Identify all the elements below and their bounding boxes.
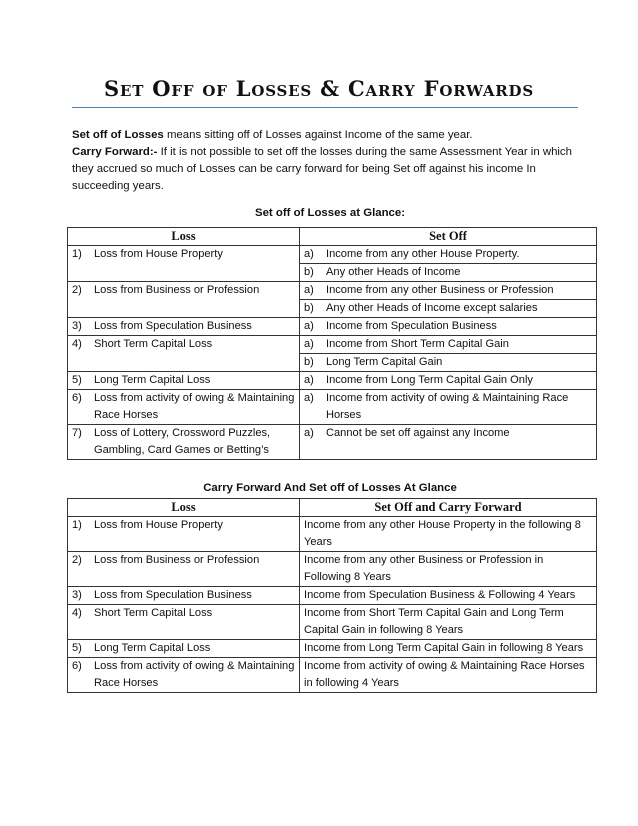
set-off-cell <box>300 336 597 354</box>
set-off-item <box>304 264 592 281</box>
carry-forward-term: Carry Forward:- <box>72 146 158 158</box>
table-row <box>68 318 597 336</box>
table-row <box>68 640 597 658</box>
item-number: 6) <box>72 392 82 404</box>
loss-cell <box>68 605 300 640</box>
item-number: 3) <box>72 589 82 601</box>
item-number: a) <box>304 374 314 386</box>
loss-cell <box>68 390 300 425</box>
item-number: a) <box>304 284 314 296</box>
table-row <box>68 390 597 425</box>
item-number: a) <box>304 338 314 350</box>
set-off-cell <box>300 300 597 318</box>
loss-cell <box>68 658 300 693</box>
item-text: Income from Speculation Business <box>326 320 497 332</box>
carry-forward-table <box>67 498 597 693</box>
item-number: 6) <box>72 660 82 672</box>
set-off-item <box>304 282 592 299</box>
item-number: 2) <box>72 554 82 566</box>
set-off-term: Set off of Losses <box>72 129 164 141</box>
table-row <box>68 658 597 693</box>
loss-item <box>72 246 295 263</box>
set-off-carry-forward-cell: Income from any other House Property in the following 8 Years <box>300 517 597 552</box>
loss-cell <box>68 425 300 460</box>
column-header-set-off-carry-forward: Set Off and Carry Forward <box>300 499 597 517</box>
set-off-carry-forward-cell: Income from any other Business or Profession in Following 8 Years <box>300 552 597 587</box>
loss-item <box>72 425 295 459</box>
loss-cell <box>68 246 300 264</box>
intro-paragraph <box>72 127 588 195</box>
item-text: Income from activity of owing & Maintaining Race Horses <box>326 392 569 421</box>
set-off-cell <box>300 354 597 372</box>
loss-item <box>72 372 295 389</box>
table-row <box>68 282 597 300</box>
loss-cell <box>68 336 300 354</box>
set-off-item <box>304 354 592 371</box>
loss-cell <box>68 552 300 587</box>
loss-cell <box>68 264 300 282</box>
item-number: 5) <box>72 642 82 654</box>
item-number: 4) <box>72 338 82 350</box>
loss-item <box>72 390 295 424</box>
loss-item <box>72 336 295 353</box>
set-off-cell <box>300 246 597 264</box>
table-row <box>68 246 597 264</box>
item-number: a) <box>304 248 314 260</box>
set-off-cell <box>300 318 597 336</box>
loss-item <box>72 605 295 622</box>
item-text: Loss from activity of owing & Maintaining Race Horses <box>94 660 295 689</box>
loss-cell <box>68 640 300 658</box>
item-text: Loss from House Property <box>94 519 223 531</box>
loss-cell <box>68 354 300 372</box>
item-text: Cannot be set off against any Income <box>326 427 510 439</box>
table1-caption: Set off of Losses at Glance: <box>254 207 405 219</box>
set-off-cell <box>300 282 597 300</box>
loss-cell <box>68 300 300 318</box>
column-header-loss: Loss <box>68 228 300 246</box>
set-off-item <box>304 372 592 389</box>
carry-forward-definition: If it is not possible to set off the losses during the same Assessment Year in which they accrued so much of Losses can be carry forward for being Set off against his income In succeeding years. <box>72 146 572 192</box>
item-number: 7) <box>72 427 82 439</box>
item-text: Loss from Business or Profession <box>94 284 260 296</box>
set-off-cell <box>300 390 597 425</box>
loss-item <box>72 517 295 534</box>
title-underline <box>72 107 578 108</box>
table-row <box>68 587 597 605</box>
item-text: Long Term Capital Loss <box>94 642 211 654</box>
table-row <box>68 336 597 354</box>
set-off-definition: means sitting off of Losses against Income of the same year. <box>163 129 473 141</box>
item-text: Loss from House Property <box>94 248 223 260</box>
item-text: Income from any other House Property. <box>326 248 520 260</box>
table-row <box>68 300 597 318</box>
loss-item <box>72 282 295 299</box>
item-number: a) <box>304 392 314 404</box>
item-number: b) <box>304 356 314 368</box>
table-header-row <box>68 499 597 517</box>
item-text: Long Term Capital Gain <box>326 356 443 368</box>
item-text: Income from Short Term Capital Gain <box>326 338 509 350</box>
set-off-item <box>304 336 592 353</box>
item-text: Income from any other Business or Profession <box>326 284 554 296</box>
set-off-carry-forward-cell: Income from Speculation Business & Following 4 Years <box>300 587 597 605</box>
page-title: Set Off of Losses & Carry Forwards <box>104 76 534 101</box>
item-text: Short Term Capital Loss <box>94 607 213 619</box>
table-row <box>68 264 597 282</box>
loss-cell <box>68 282 300 300</box>
table2-caption: Carry Forward And Set off of Losses At Glance <box>203 482 457 494</box>
set-off-carry-forward-cell: Income from activity of owing & Maintaining Race Horses in following 4 Years <box>300 658 597 693</box>
item-text: Short Term Capital Loss <box>94 338 213 350</box>
loss-item <box>72 318 295 335</box>
table-row <box>68 552 597 587</box>
set-off-cell <box>300 264 597 282</box>
item-number: 1) <box>72 248 82 260</box>
table-row <box>68 605 597 640</box>
table-row <box>68 354 597 372</box>
item-number: a) <box>304 320 314 332</box>
item-number: 4) <box>72 607 82 619</box>
table-row <box>68 372 597 390</box>
item-text: Loss from Speculation Business <box>94 320 252 332</box>
item-number: 3) <box>72 320 82 332</box>
item-number: 1) <box>72 519 82 531</box>
loss-cell <box>68 587 300 605</box>
set-off-item <box>304 246 592 263</box>
loss-cell <box>68 372 300 390</box>
item-number: 2) <box>72 284 82 296</box>
set-off-item <box>304 390 592 424</box>
item-text: Loss from Speculation Business <box>94 589 252 601</box>
item-number: a) <box>304 427 314 439</box>
item-number: b) <box>304 266 314 278</box>
loss-item <box>72 587 295 604</box>
set-off-cell <box>300 425 597 460</box>
set-off-cell <box>300 372 597 390</box>
item-number: 5) <box>72 374 82 386</box>
loss-item <box>72 552 295 569</box>
item-text: Any other Heads of Income <box>326 266 461 278</box>
item-text: Long Term Capital Loss <box>94 374 211 386</box>
set-off-carry-forward-cell: Income from Short Term Capital Gain and Long Term Capital Gain in following 8 Years <box>300 605 597 640</box>
item-text: Any other Heads of Income except salaries <box>326 302 538 314</box>
item-text: Loss of Lottery, Crossword Puzzles, Gambling, Card Games or Betting’s <box>94 427 271 456</box>
table-row <box>68 425 597 460</box>
loss-item <box>72 658 295 692</box>
set-off-table <box>67 227 597 460</box>
loss-cell <box>68 318 300 336</box>
loss-cell <box>68 517 300 552</box>
loss-item <box>72 640 295 657</box>
column-header-loss: Loss <box>68 499 300 517</box>
item-text: Income from Long Term Capital Gain Only <box>326 374 533 386</box>
set-off-carry-forward-cell: Income from Long Term Capital Gain in following 8 Years <box>300 640 597 658</box>
set-off-item <box>304 318 592 335</box>
item-number: b) <box>304 302 314 314</box>
set-off-item <box>304 300 592 317</box>
item-text: Loss from activity of owing & Maintaining Race Horses <box>94 392 295 421</box>
set-off-item <box>304 425 592 442</box>
column-header-set-off: Set Off <box>300 228 597 246</box>
table-row <box>68 517 597 552</box>
table-header-row <box>68 228 597 246</box>
item-text: Loss from Business or Profession <box>94 554 260 566</box>
